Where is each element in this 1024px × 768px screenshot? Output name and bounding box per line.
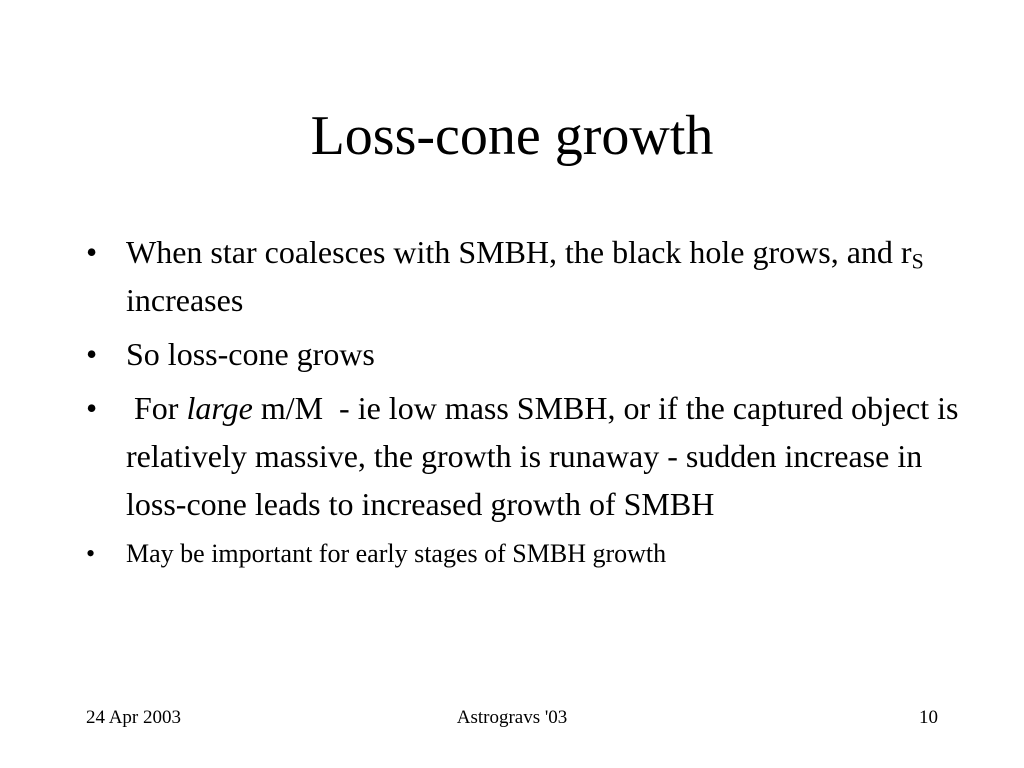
footer-event: Astrogravs '03 — [456, 707, 568, 728]
bullet-text: May be important for early stages of SMBH growth — [126, 539, 667, 568]
bullet-text: For — [126, 390, 187, 426]
bullet-item-runaway-growth — [86, 384, 966, 528]
bullet-text: When star coalesces with SMBH, the black hole grows, and r — [126, 234, 912, 270]
bullet-text-continued: m/M - ie low mass SMBH, or if the captured object is relatively massive, the growth is runaway - sudden increase in loss-cone leads to increased growth of SMBH — [126, 390, 967, 522]
bullet-marker: • — [86, 234, 98, 270]
bullet-text: So loss-cone grows — [126, 336, 375, 372]
bullet-marker: • — [86, 390, 98, 426]
footer-page-number: 10 — [919, 707, 938, 728]
footer-date: 24 Apr 2003 — [86, 707, 181, 728]
bullet-item-early-stages — [86, 534, 966, 574]
bullet-item-loss-cone-grows — [86, 330, 966, 378]
bullet-text-continued: increases — [126, 282, 244, 318]
slide-title: Loss-cone growth — [310, 105, 714, 167]
bullet-item-black-hole-growth — [86, 228, 966, 324]
bullet-list — [86, 228, 966, 580]
subscript-text: S — [911, 249, 924, 274]
bullet-marker: • — [86, 336, 98, 372]
emphasized-text: large — [186, 390, 253, 426]
bullet-marker: • — [86, 539, 96, 568]
